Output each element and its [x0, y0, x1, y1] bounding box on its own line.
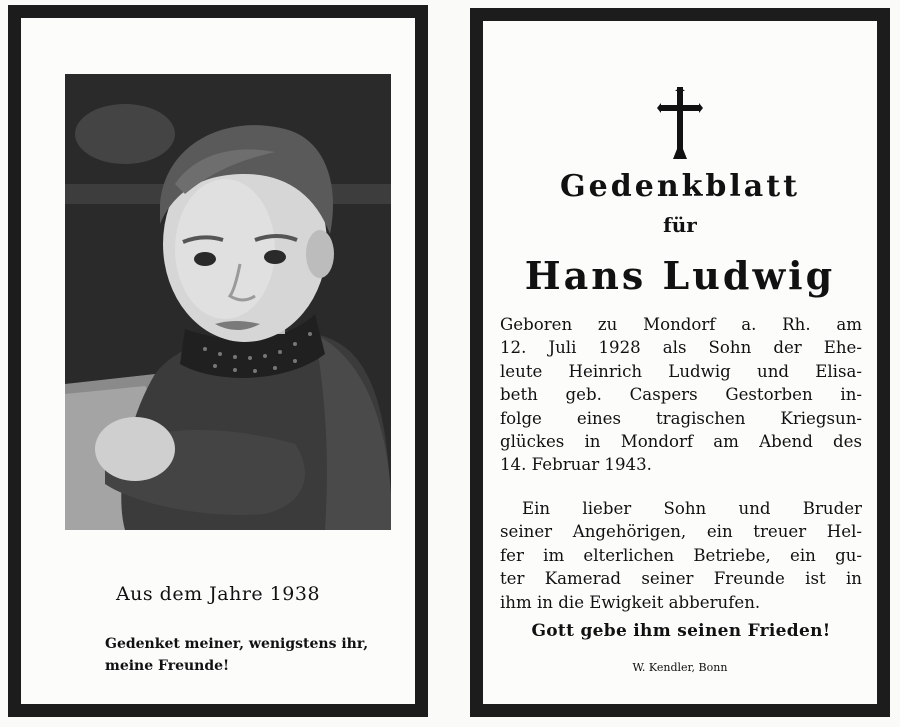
bio-line: folge eines tragischen Kriegsun- — [500, 408, 862, 428]
for-label: für — [663, 213, 697, 237]
bio-line: Geboren zu Mondorf a. Rh. am — [500, 315, 862, 334]
bio-line: 14. Februar 1943. — [500, 455, 652, 475]
printer-credit: W. Kendler, Bonn — [632, 661, 728, 674]
tribute-line: seiner Angehörigen, ein treuer Hel- — [500, 522, 862, 542]
bio-line: glückes in Mondorf am Abend des — [500, 432, 862, 452]
photo-caption-year: Aus dem Jahre 1938 — [115, 583, 321, 605]
bio-line: 12. Juli 1928 als Sohn der Ehe- — [500, 338, 862, 358]
portrait-image — [65, 74, 391, 530]
blessing-line: Gott gebe ihm seinen Frieden! — [531, 621, 831, 641]
tribute-line: ter Kamerad seiner Freunde ist in — [500, 569, 862, 589]
memorial-quote — [105, 633, 405, 677]
biography-paragraph — [500, 313, 862, 477]
card-title: Gedenkblatt — [560, 169, 800, 204]
memorial-card-text-side — [470, 8, 890, 717]
deceased-name: Hans Ludwig — [524, 253, 836, 298]
tribute-line: fer im elterlichen Betriebe, ein gu- — [500, 545, 862, 565]
bio-line: beth geb. Caspers Gestorben in- — [500, 385, 862, 405]
memorial-card-photo-side — [8, 5, 428, 717]
quote-line: meine Freunde! — [105, 658, 230, 674]
portrait-photo — [65, 74, 391, 530]
cross-icon — [657, 87, 703, 159]
tribute-paragraph — [500, 497, 862, 614]
bio-line: leute Heinrich Ludwig und Elisa- — [500, 361, 862, 381]
tribute-line: Ein lieber Sohn und Bruder — [522, 499, 862, 518]
tribute-line: ihm in die Ewigkeit abberufen. — [500, 592, 761, 612]
quote-line: Gedenket meiner, wenigstens ihr, — [105, 636, 369, 652]
